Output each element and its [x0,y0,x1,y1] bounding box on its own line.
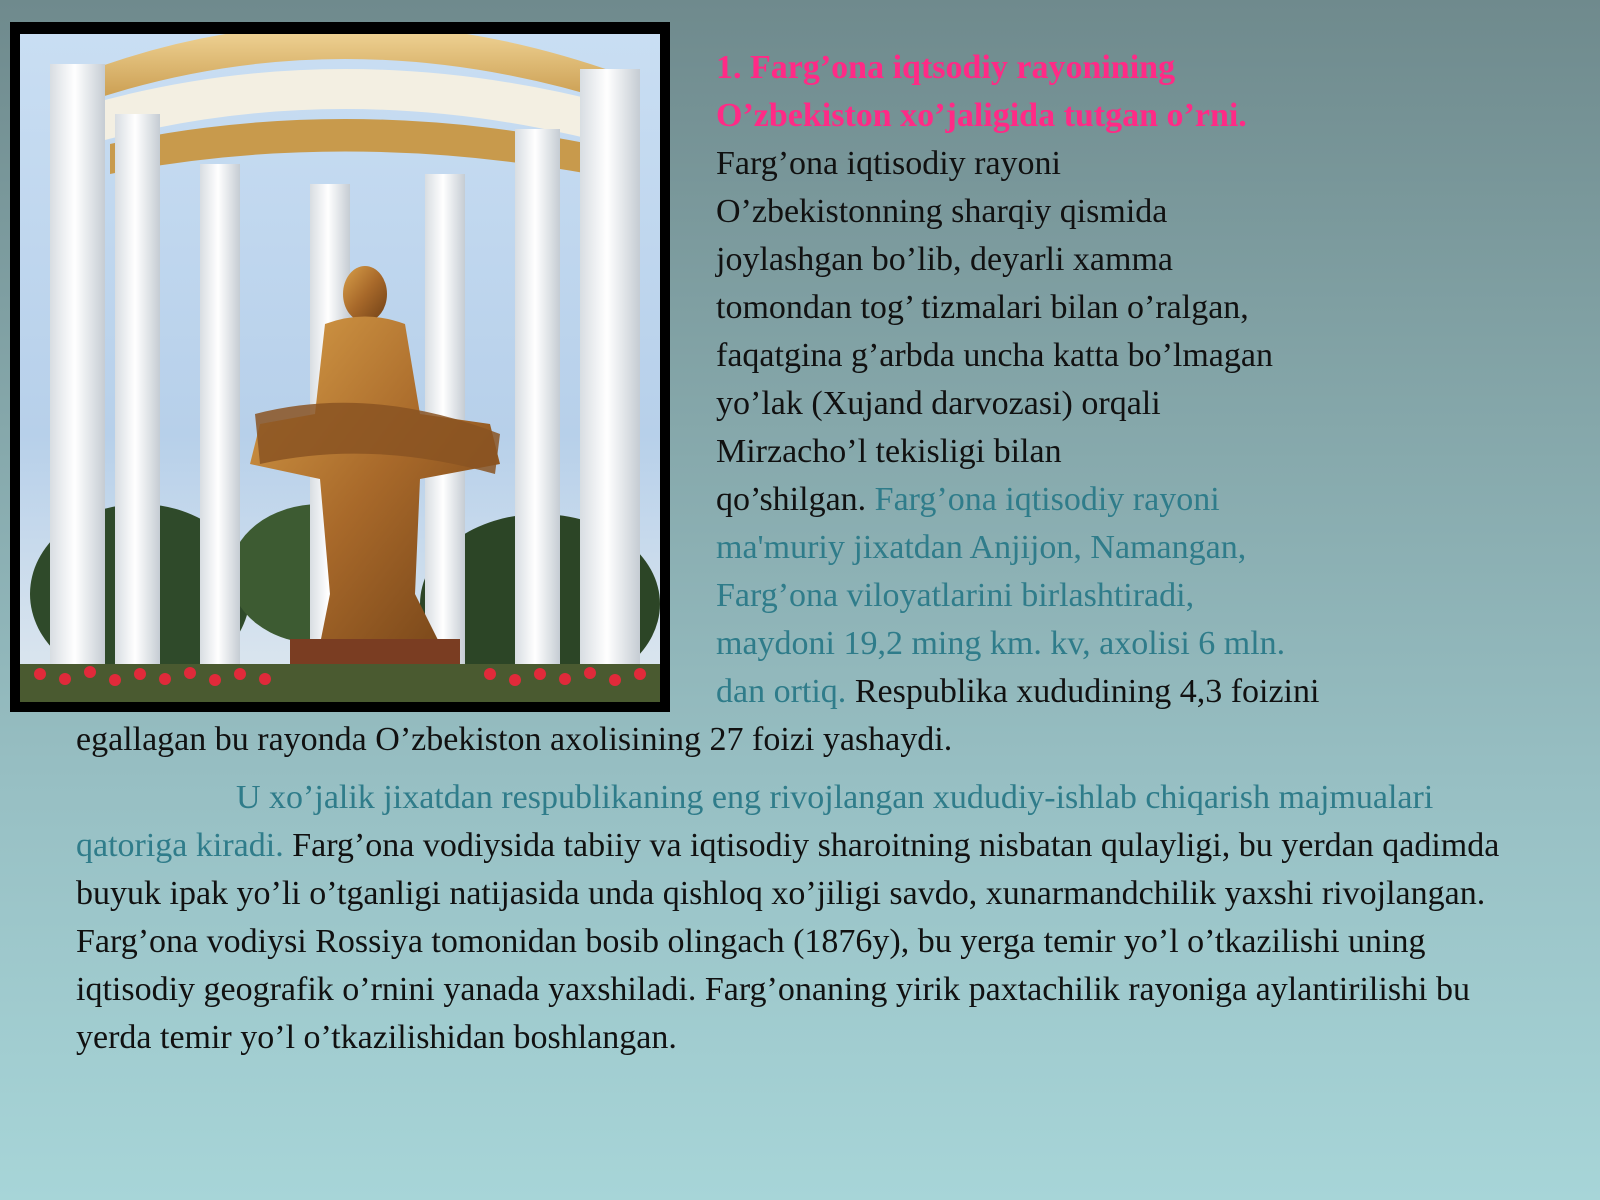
second-paragraph [76,774,1546,1062]
side-line-teal: dan ortiq. [716,673,847,710]
heading-line-2: O’zbekiston xo’jaligida tutgan o’rni. [716,97,1247,134]
side-line: O’zbekistonning sharqiy qismida [716,193,1168,230]
second-paragraph-teal-2: majmualari qatoriga kiradi. [76,779,1434,864]
side-text-block [716,44,1576,716]
continuation-line: egallagan bu rayonda O’zbekiston axolisining 27 foizi yashaydi. [76,721,953,758]
side-line: faqatgina g’arbda uncha katta bo’lmagan [716,337,1273,374]
statue-illustration [20,34,660,702]
side-line-mixed [716,668,1576,716]
second-paragraph-body: Farg’ona vodiysida tabiiy va iqtisodiy sharoitning nisbatan qulayligi, bu yerdan qadimda buyuk ipak yo’li o’tganligi natijasida unda qishloq xo’jiligi savdo, xunarmandchilik yaxshi rivojlangan. Farg’ona vodiysi Rossiya tomonidan bosib olingach (1876y), bu yerga temir yo’l o’tkazilishi uning iqtisodiy geografik o’rnini yanada yaxshiladi. Farg’onaning yirik paxtachilik rayoniga aylantirilishi bu yerda temir yo’l o’tkazilishidan boshlangan. [76,827,1500,1056]
side-line-teal: ma'muriy jixatdan Anjijon, Namangan, [716,529,1247,566]
heading-line-1: 1. Farg’ona iqtsodiy rayonining [716,49,1176,86]
side-line: tomondan tog’ tizmalari bilan o’ralgan, [716,289,1249,326]
lower-text-block [76,716,1546,1062]
photo-frame [10,22,670,712]
side-line-black: qo’shilgan. [716,481,867,518]
side-line-teal: Farg’ona iqtisodiy rayoni [866,481,1220,518]
side-line-mixed [716,476,1576,524]
side-line-teal: maydoni 19,2 ming km. kv, axolisi 6 mln. [716,625,1286,662]
statue-photo [20,34,660,702]
second-paragraph-teal-1: U xo’jalik jixatdan respublikaning eng rivojlangan xududiy-ishlab chiqarish [236,779,1270,816]
side-line: Farg’ona iqtisodiy rayoni [716,145,1061,182]
paragraph-gap [76,764,1546,774]
side-line-black: Respublika xududining 4,3 foizini [846,673,1320,710]
side-line-teal: Farg’ona viloyatlarini birlashtiradi, [716,577,1195,614]
side-line: Mirzacho’l tekisligi bilan [716,433,1062,470]
side-line: joylashgan bo’lib, deyarli xamma [716,241,1173,278]
side-line: yo’lak (Xujand darvozasi) orqali [716,385,1161,422]
